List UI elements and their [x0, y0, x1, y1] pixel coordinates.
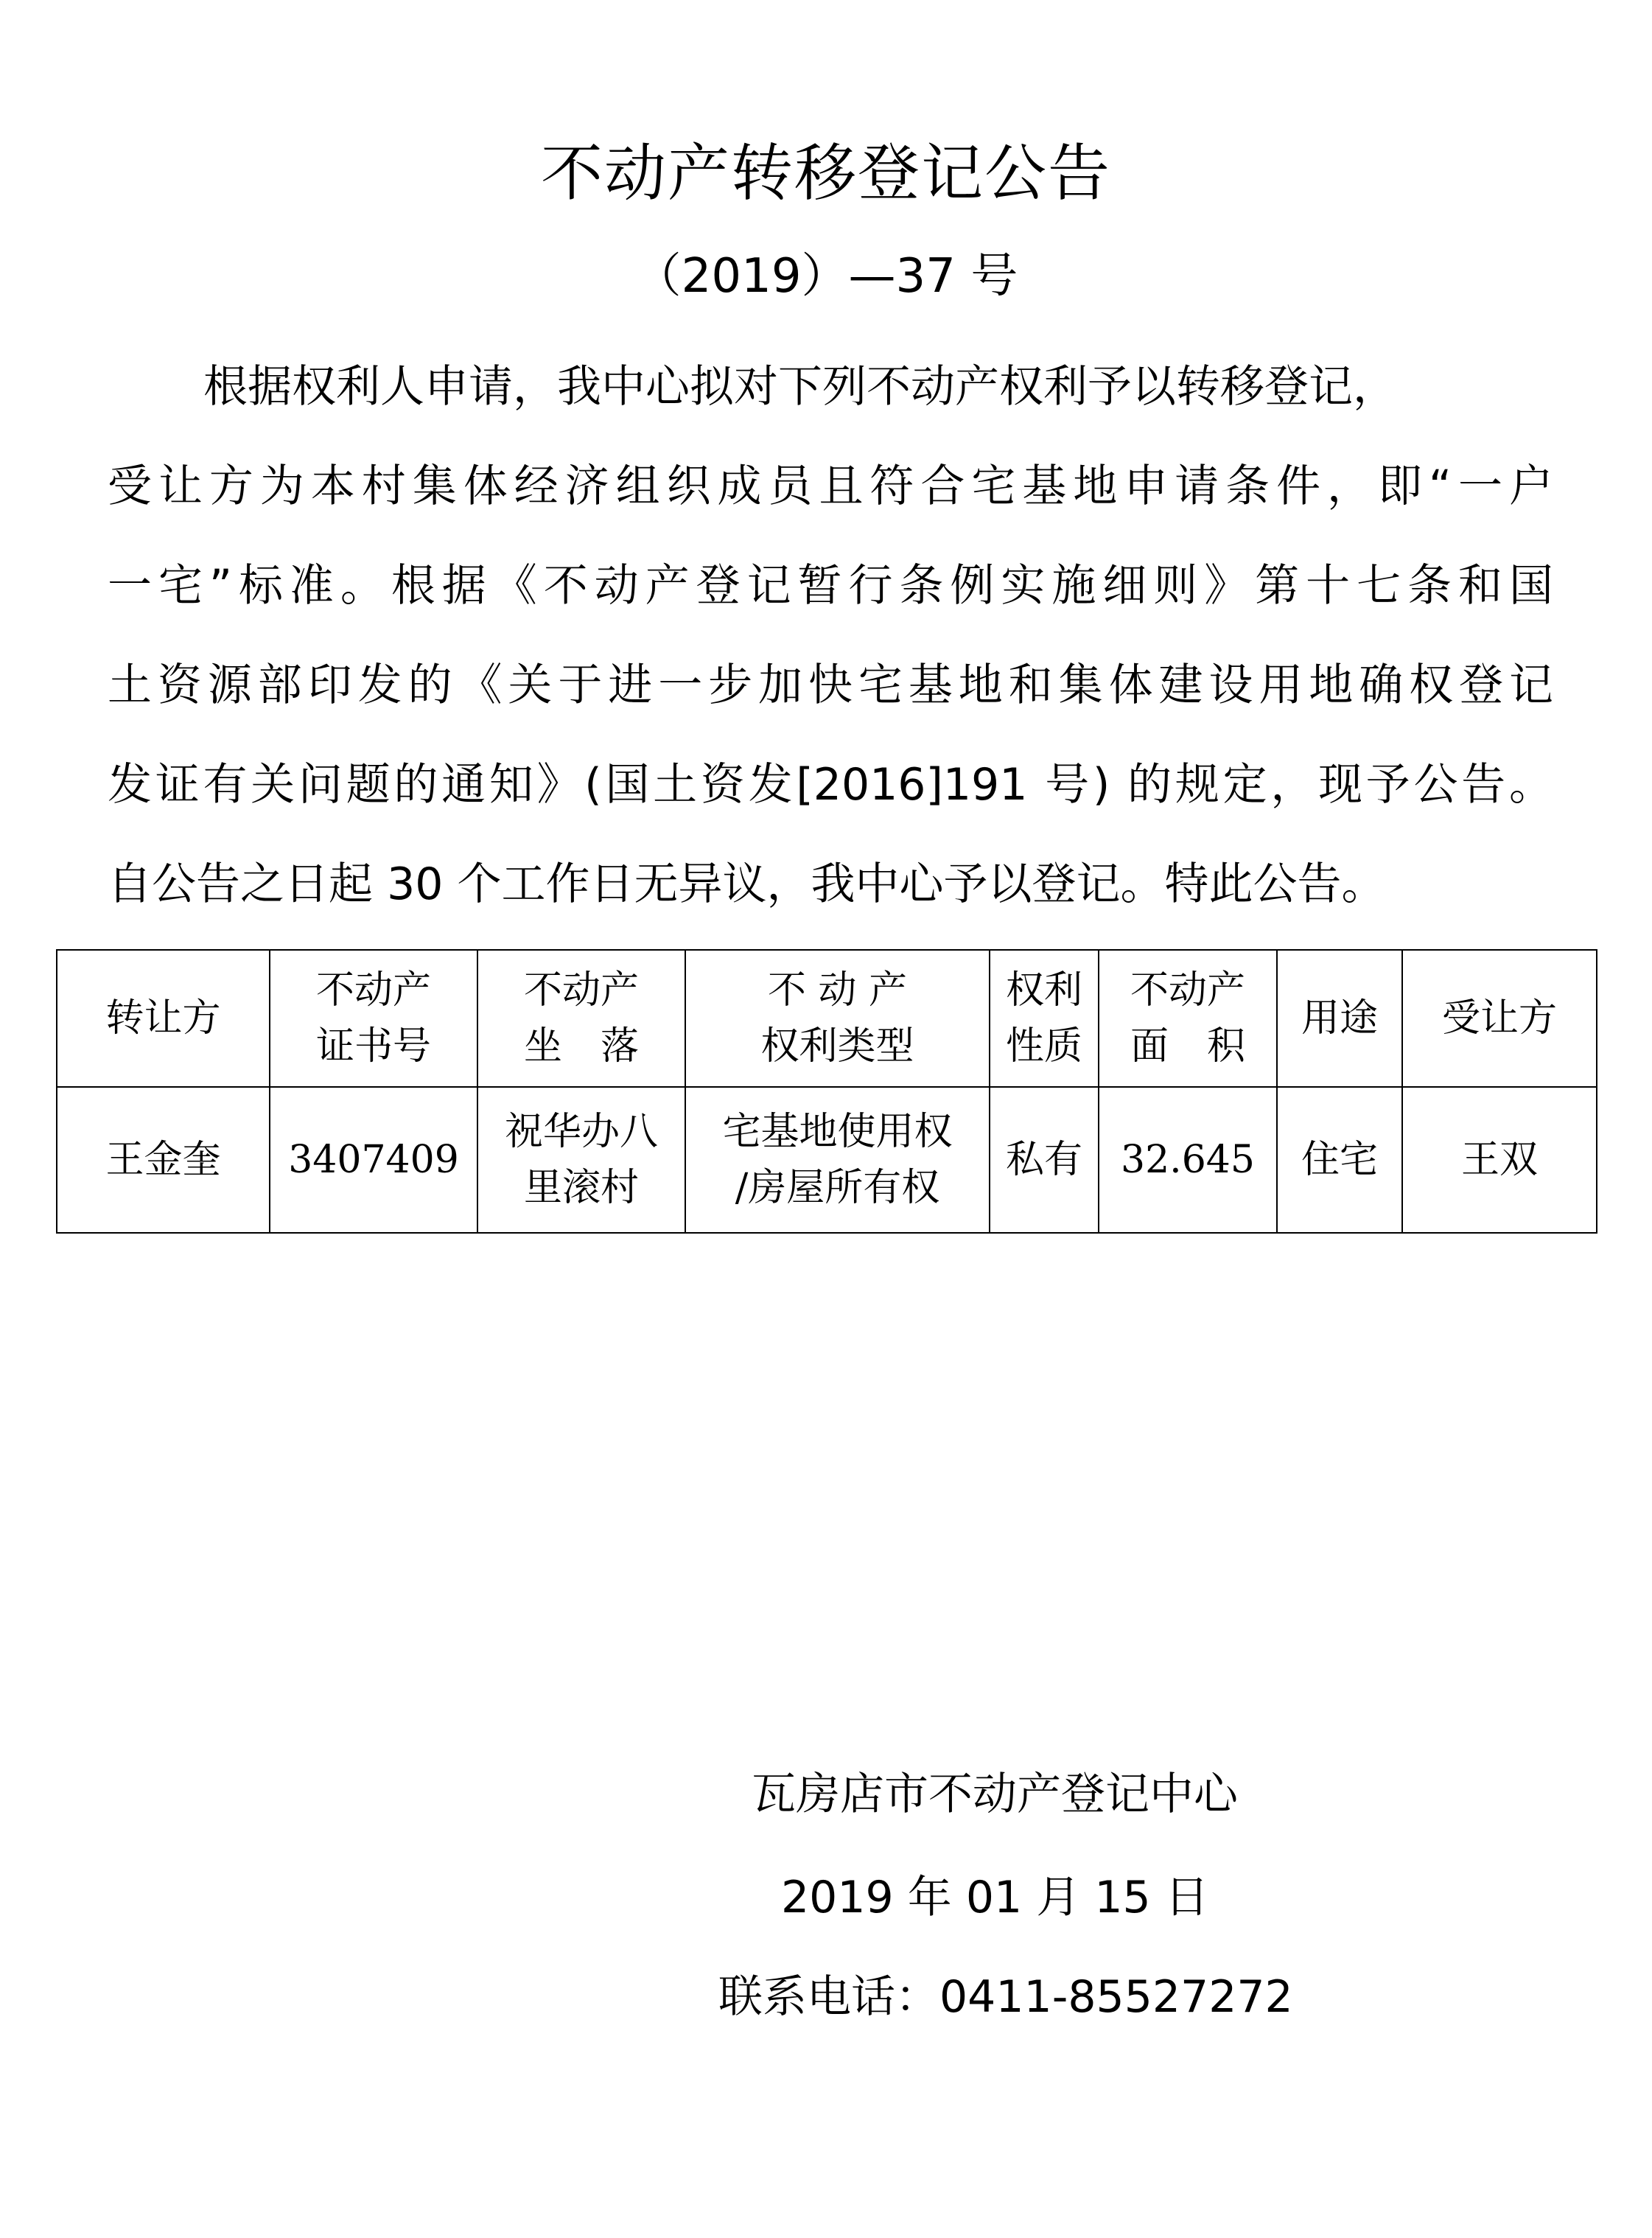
table-row	[57, 1087, 1597, 1233]
header-transferee: 受让方	[1402, 950, 1597, 1087]
cell-location: 祝华办八 里滚村	[477, 1087, 685, 1233]
header-nature: 权利 性质	[990, 950, 1099, 1087]
cell-area: 32.645	[1099, 1087, 1277, 1233]
header-certificate-no: 不动产 证书号	[270, 950, 477, 1087]
announcement-body	[108, 338, 1553, 934]
contact-phone: 联系电话：0411-85527272	[718, 1971, 1293, 2023]
body-line: 自公告之日起 30 个工作日无异议，我中心予以登记。特此公告。	[108, 859, 1386, 910]
body-line: 一宅”标准。根据《不动产登记暂行条例实施细则》第十七条和国	[108, 560, 1553, 612]
header-right-type: 不 动 产 权利类型	[685, 950, 990, 1087]
body-line: 土资源部印发的《关于进一步加快宅基地和集体建设用地确权登记	[108, 660, 1553, 711]
announcement-number: （2019）—37 号	[634, 249, 1018, 304]
registration-table	[56, 949, 1597, 1234]
cell-transferee: 王双	[1402, 1087, 1597, 1233]
header-location: 不动产 坐 落	[477, 950, 685, 1087]
cell-usage: 住宅	[1277, 1087, 1402, 1233]
signature-date: 2019 年 01 月 15 日	[781, 1872, 1209, 1923]
header-area: 不动产 面 积	[1099, 950, 1277, 1087]
body-line: 发证有关问题的通知》(国土资发[2016]191 号) 的规定，现予公告。	[108, 759, 1553, 811]
cell-nature: 私有	[990, 1087, 1099, 1233]
body-line: 根据权利人申请，我中心拟对下列不动产权利予以转移登记，	[203, 361, 1397, 413]
cell-certificate-no: 3407409	[270, 1087, 477, 1233]
table-header-row	[57, 950, 1597, 1087]
announcement-title: 不动产转移登记公告	[540, 137, 1111, 209]
cell-right-type: 宅基地使用权 /房屋所有权	[685, 1087, 990, 1233]
signature-org: 瓦房店市不动产登记中心	[752, 1769, 1238, 1820]
body-line: 受让方为本村集体经济组织成员且符合宅基地申请条件，即“一户	[108, 461, 1553, 512]
header-transferor: 转让方	[57, 950, 270, 1087]
header-usage: 用途	[1277, 950, 1402, 1087]
cell-transferor: 王金奎	[57, 1087, 270, 1233]
